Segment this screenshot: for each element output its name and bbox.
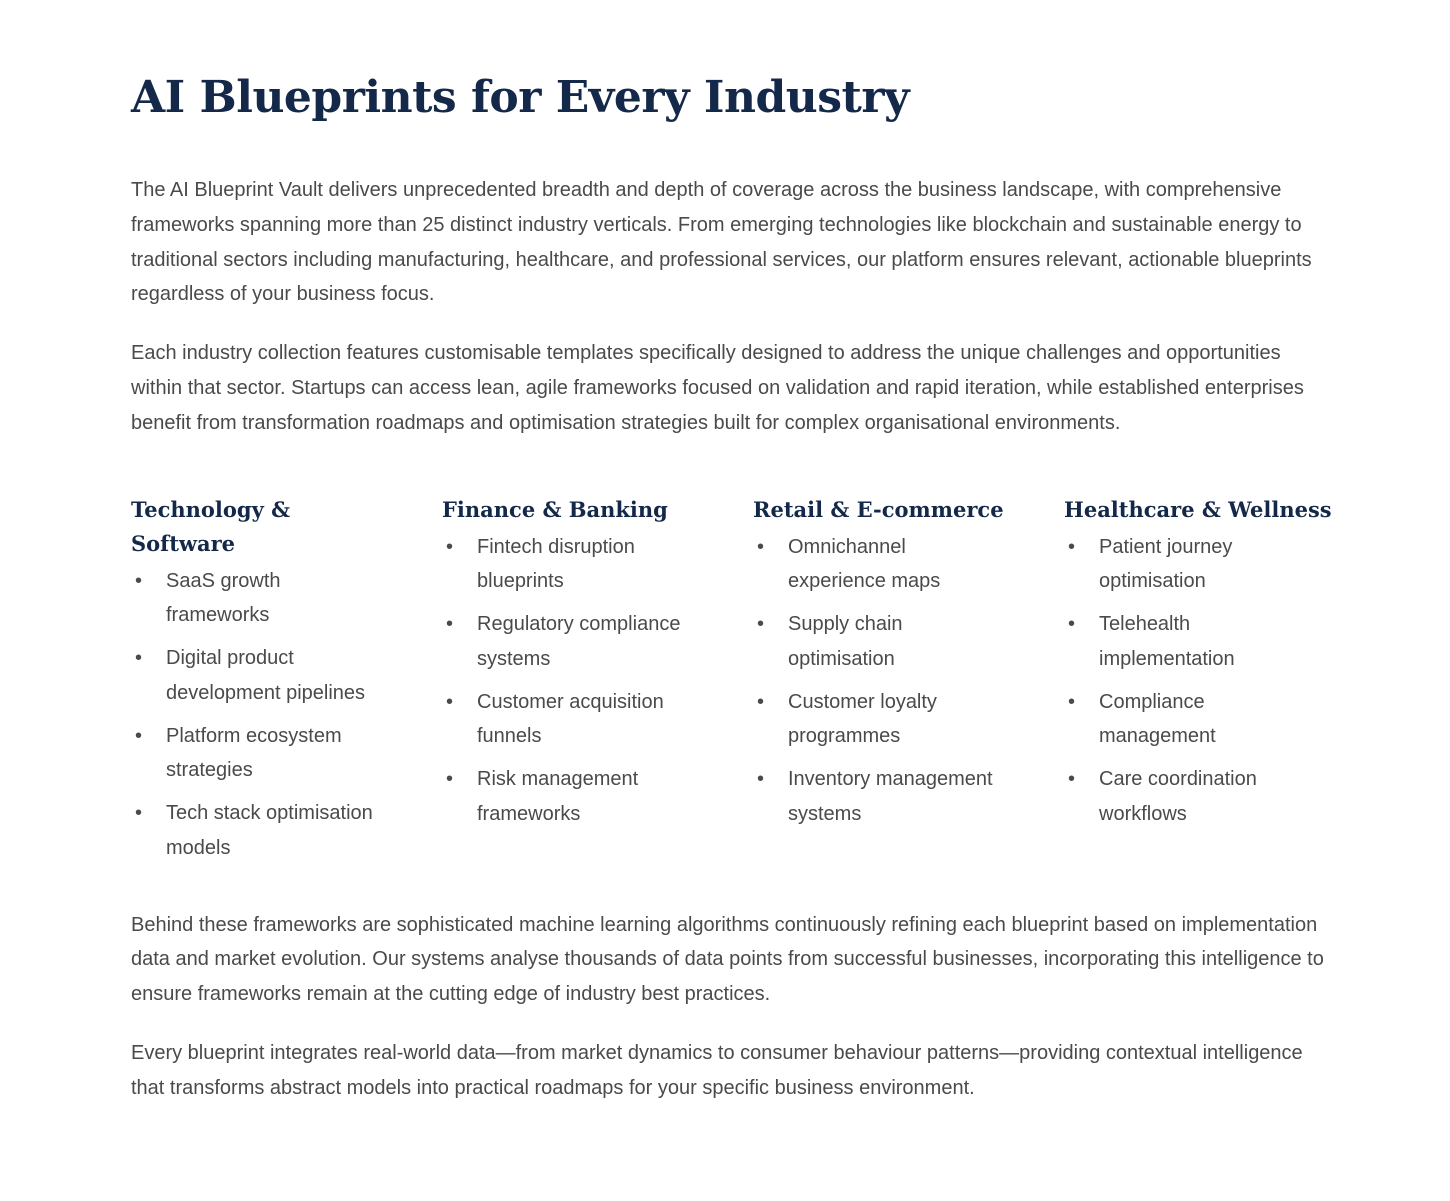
industry-list [1064, 530, 1325, 832]
industry-title: Healthcare & Wellness [1064, 496, 1332, 522]
industry-column-technology [131, 493, 442, 874]
list-item-text: Care coordination workflows [1099, 768, 1257, 825]
industry-list [753, 530, 1064, 832]
list-item [442, 530, 692, 599]
list-item [753, 607, 1003, 676]
bullet-icon: • [1068, 768, 1076, 791]
industry-columns [131, 493, 1332, 874]
bullet-icon: • [135, 724, 143, 747]
list-item-text: Tech stack optimisation models [166, 802, 373, 859]
list-item [131, 564, 381, 633]
bullet-icon: • [757, 768, 765, 791]
list-item [753, 685, 1003, 754]
bullet-icon: • [135, 647, 143, 670]
list-item-text: Fintech disruption blueprints [477, 535, 635, 593]
bullet-icon: • [1068, 613, 1076, 636]
list-item [1064, 762, 1314, 831]
industry-column-retail [753, 493, 1064, 874]
list-item-text: Risk management frameworks [477, 768, 639, 825]
list-item [131, 719, 381, 788]
bullet-icon: • [757, 535, 765, 558]
list-item-text: Compliance management [1099, 690, 1216, 748]
industry-column-healthcare [1064, 493, 1332, 874]
industry-title: Technology & Software [131, 496, 291, 556]
list-item [131, 641, 381, 710]
bullet-icon: • [757, 690, 765, 713]
bullet-icon: • [446, 535, 454, 558]
list-item-text: SaaS growth frameworks [166, 569, 281, 627]
bullet-icon: • [446, 613, 454, 636]
bullet-icon: • [135, 802, 143, 825]
bullet-icon: • [446, 768, 454, 791]
industry-column-finance [442, 493, 753, 874]
bullet-icon: • [1068, 690, 1076, 713]
industry-title: Finance & Banking [442, 496, 668, 522]
page-content [131, 0, 1332, 1106]
list-item-text: Platform ecosystem strategies [166, 724, 342, 782]
list-item-text: Inventory management systems [788, 768, 993, 825]
list-item-text: Omnichannel experience maps [788, 535, 941, 593]
industry-list [131, 564, 442, 866]
list-item [131, 796, 381, 865]
page-title: AI Blueprints for Every Industry [131, 72, 910, 123]
intro-paragraph-2: Each industry collection features customisable templates specifically designed to address the unique challenges and opportunities within that sector. Startups can access lean, agile frameworks focused on validation and rapid iteration, while established enterprises benefit from transformation roadmaps and optimisation strategies built for complex organisational environments. [131, 342, 1304, 434]
list-item-text: Patient journey optimisation [1099, 535, 1233, 593]
list-item [753, 530, 1003, 599]
bullet-icon: • [757, 613, 765, 636]
list-item-text: Customer loyalty programmes [788, 690, 937, 748]
body-paragraph-4: Every blueprint integrates real-world data—from market dynamics to consumer behaviour patterns—providing contextual intelligence that transforms abstract models into practical roadmaps for your specific business environment. [131, 1041, 1303, 1099]
intro-paragraph-1: The AI Blueprint Vault delivers unprecedented breadth and depth of coverage across the business landscape, with comprehensive frameworks spanning more than 25 distinct industry verticals. From emerging technologies like blockchain and sustainable energy to traditional sectors including manufacturing, healthcare, and professional services, our platform ensures relevant, actionable blueprints regardless of your business focus. [131, 179, 1312, 306]
bullet-icon: • [135, 569, 143, 592]
list-item [442, 762, 692, 831]
list-item-text: Telehealth implementation [1099, 613, 1235, 670]
industry-title: Retail & E-commerce [753, 496, 1004, 522]
list-item-text: Regulatory compliance systems [477, 613, 681, 670]
bullet-icon: • [446, 690, 454, 713]
list-item [1064, 530, 1314, 599]
list-item [1064, 607, 1314, 676]
list-item-text: Supply chain optimisation [788, 613, 903, 670]
industry-list [442, 530, 753, 832]
list-item-text: Customer acquisition funnels [477, 690, 664, 748]
list-item [442, 607, 692, 676]
body-paragraph-3: Behind these frameworks are sophisticated machine learning algorithms continuously refining each blueprint based on implementation data and market evolution. Our systems analyse thousands of data points from successful businesses, incorporating this intelligence to ensure frameworks remain at the cutting edge of industry best practices. [131, 913, 1324, 1006]
bullet-icon: • [1068, 535, 1076, 558]
list-item-text: Digital product development pipelines [166, 647, 366, 704]
list-item [1064, 685, 1314, 754]
list-item [753, 762, 1003, 831]
list-item [442, 685, 692, 754]
